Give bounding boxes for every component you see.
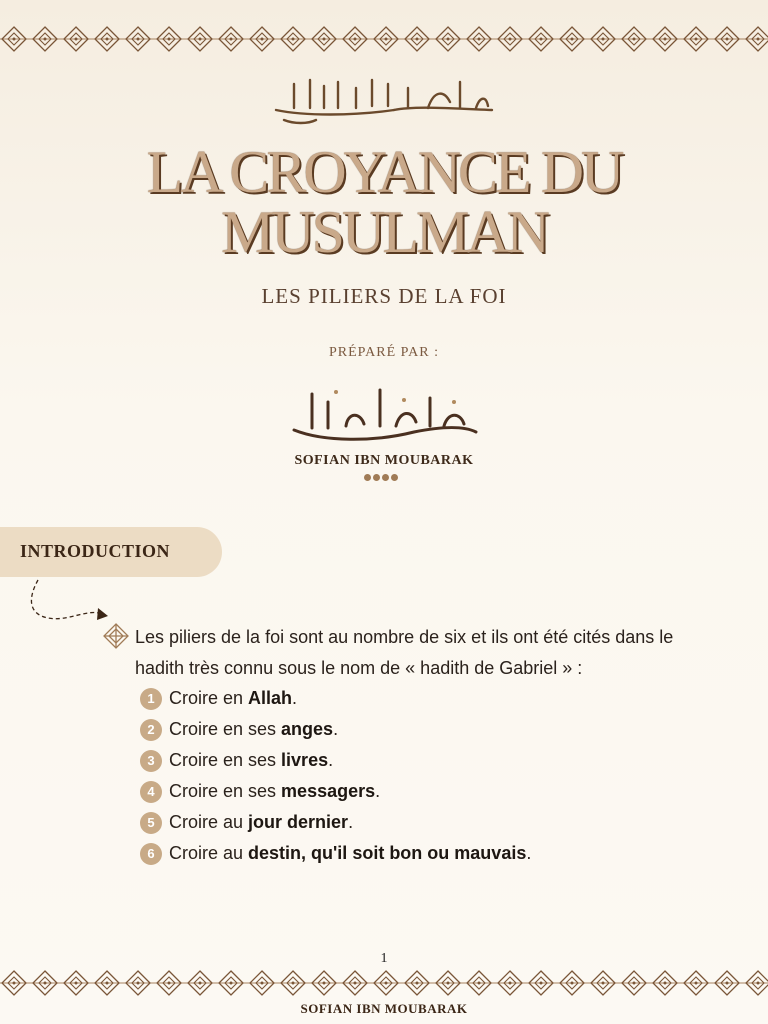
section-heading: INTRODUCTION	[20, 541, 171, 561]
basmala-calligraphy-icon	[264, 70, 504, 126]
intro-paragraph: Les piliers de la foi sont au nombre de six et ils ont été cités dans le hadith très connu sous le nom de « hadith de Gabriel » :	[135, 627, 674, 678]
pillar-number-badge: 3	[140, 750, 162, 772]
pillar-text: Croire au	[169, 812, 249, 832]
author-name: SOFIAN IBN MOUBARAK	[294, 453, 474, 468]
pillar-keyword: Allah	[248, 688, 293, 708]
pillar-keyword: livres	[281, 750, 329, 770]
pillar-suffix: .	[526, 843, 532, 863]
pillar-keyword: jour dernier	[248, 812, 349, 832]
pillar-number-badge: 1	[140, 688, 162, 710]
diamond-bullet-icon	[102, 622, 130, 650]
pillar-item	[140, 838, 700, 869]
instagram-icon	[382, 474, 389, 481]
youtube-icon	[364, 474, 371, 481]
pillar-suffix: .	[292, 688, 298, 708]
pillar-number-badge: 5	[140, 812, 162, 834]
author-arabic-calligraphy-icon	[284, 382, 484, 448]
pillar-number-badge: 6	[140, 843, 162, 865]
pillar-suffix: .	[328, 750, 334, 770]
pillar-text: Croire en	[169, 688, 249, 708]
pillar-suffix: .	[375, 781, 381, 801]
top-ornament-border	[0, 22, 768, 56]
footer-author-name: SOFIAN IBN MOUBARAK	[300, 1001, 468, 1016]
pillar-keyword: anges	[281, 719, 334, 739]
pillar-suffix: .	[348, 812, 354, 832]
pillar-item	[140, 745, 700, 776]
telegram-icon	[391, 474, 398, 481]
pillar-text: Croire au	[169, 843, 249, 863]
social-icons	[364, 474, 398, 481]
pillar-item	[140, 683, 700, 714]
document-title-line2: MUSULMAN	[220, 199, 548, 265]
pillar-item	[140, 807, 700, 838]
prepared-by-label: PRÉPARÉ PAR :	[328, 345, 439, 360]
pillar-suffix: .	[333, 719, 339, 739]
pillar-number-badge: 4	[140, 781, 162, 803]
document-title-line1: LA CROYANCE DU	[146, 139, 622, 205]
pillars-list	[140, 683, 700, 869]
pillar-item	[140, 776, 700, 807]
pillar-text: Croire en ses	[169, 750, 282, 770]
pillar-text: Croire en ses	[169, 781, 282, 801]
document-subtitle: LES PILIERS DE LA FOI	[261, 284, 507, 308]
page-number: 1	[380, 951, 388, 966]
pillar-number-badge: 2	[140, 719, 162, 741]
bottom-ornament-border	[0, 966, 768, 1000]
pillar-item	[140, 714, 700, 745]
pillar-text: Croire en ses	[169, 719, 282, 739]
pillar-keyword: destin, qu'il soit bon ou mauvais	[248, 843, 527, 863]
pillar-keyword: messagers	[281, 781, 376, 801]
twitter-icon	[373, 474, 380, 481]
